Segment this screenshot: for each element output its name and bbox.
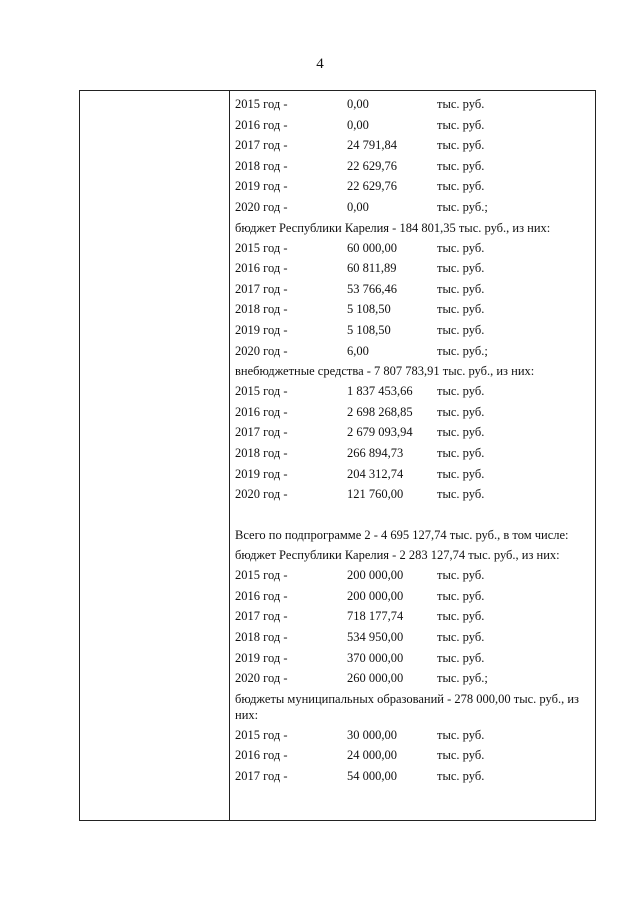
year-row — [235, 258, 590, 279]
year-label: 2017 год - — [235, 769, 288, 784]
amount-value: 0,00 — [347, 199, 369, 214]
unit-label: тыс. руб. — [437, 445, 485, 460]
year-label: 2017 год - — [235, 281, 288, 296]
year-row — [235, 484, 590, 505]
year-row — [235, 725, 590, 746]
unit-label: тыс. руб. — [437, 322, 485, 337]
amount-value: 22 629,76 — [347, 179, 397, 194]
amount-value: 5 108,50 — [347, 302, 391, 317]
unit-label: тыс. руб. — [437, 425, 485, 440]
amount-value: 30 000,00 — [347, 727, 397, 742]
year-row — [235, 766, 590, 787]
unit-label: тыс. руб. — [437, 97, 485, 111]
year-label: 2019 год - — [235, 650, 288, 665]
year-label: 2016 год - — [235, 404, 288, 419]
unit-label: тыс. руб.; — [437, 199, 488, 214]
year-label: 2019 год - — [235, 466, 288, 481]
unit-label: тыс. руб. — [437, 650, 485, 665]
amount-value: 24 000,00 — [347, 748, 397, 763]
year-row — [235, 135, 590, 156]
year-label: 2018 год - — [235, 158, 288, 173]
block-previous-source — [235, 94, 590, 218]
amount-value: 54 000,00 — [347, 769, 397, 784]
unit-label: тыс. руб. — [437, 727, 485, 742]
unit-label: тыс. руб. — [437, 748, 485, 763]
amount-value: 22 629,76 — [347, 158, 397, 173]
year-label: 2016 год - — [235, 261, 288, 276]
amount-value: 0,00 — [347, 117, 369, 132]
year-row — [235, 94, 590, 115]
year-label: 2020 год - — [235, 343, 288, 358]
year-row — [235, 279, 590, 300]
year-row — [235, 176, 590, 197]
year-label: 2017 год - — [235, 609, 288, 624]
year-label: 2017 год - — [235, 138, 288, 153]
spacer — [235, 505, 590, 526]
amount-value: 0,00 — [347, 97, 369, 111]
amount-value: 200 000,00 — [347, 588, 404, 603]
year-label: 2018 год - — [235, 630, 288, 645]
year-label: 2019 год - — [235, 179, 288, 194]
year-label: 2016 год - — [235, 748, 288, 763]
unit-label: тыс. руб. — [437, 302, 485, 317]
year-row — [235, 443, 590, 464]
heading-republic-budget-2: бюджет Республики Карелия - 2 283 127,74 тыс. руб., из них: — [235, 548, 560, 563]
amount-value: 200 000,00 — [347, 568, 404, 583]
amount-value: 5 108,50 — [347, 322, 391, 337]
year-label: 2020 год - — [235, 671, 288, 686]
year-row — [235, 341, 590, 362]
year-row — [235, 586, 590, 607]
year-row — [235, 402, 590, 423]
amount-value: 266 894,73 — [347, 445, 404, 460]
page-number: 4 — [316, 56, 324, 72]
block-extrabudget — [235, 381, 590, 505]
unit-label: тыс. руб. — [437, 588, 485, 603]
year-row — [235, 606, 590, 627]
block-republic-budget — [235, 238, 590, 362]
heading-extrabudget: внебюджетные средства - 7 807 783,91 тыс. руб., из них: — [235, 364, 535, 379]
amount-value: 370 000,00 — [347, 650, 404, 665]
financing-table — [79, 90, 596, 821]
amount-value: 24 791,84 — [347, 138, 397, 153]
amount-value: 534 950,00 — [347, 630, 404, 645]
amount-value: 53 766,46 — [347, 281, 397, 296]
block-republic-budget-2 — [235, 565, 590, 689]
unit-label: тыс. руб. — [437, 240, 485, 255]
year-row — [235, 627, 590, 648]
year-label: 2016 год - — [235, 117, 288, 132]
block-municipal-budgets — [235, 725, 590, 787]
unit-label: тыс. руб. — [437, 630, 485, 645]
unit-label: тыс. руб. — [437, 466, 485, 481]
unit-label: тыс. руб. — [437, 138, 485, 153]
unit-label: тыс. руб.; — [437, 671, 488, 686]
unit-label: тыс. руб. — [437, 568, 485, 583]
year-label: 2018 год - — [235, 302, 288, 317]
unit-label: тыс. руб. — [437, 281, 485, 296]
year-row — [235, 115, 590, 136]
unit-label: тыс. руб. — [437, 158, 485, 173]
unit-label: тыс. руб. — [437, 179, 485, 194]
amount-value: 718 177,74 — [347, 609, 404, 624]
year-row — [235, 648, 590, 669]
year-label: 2017 год - — [235, 425, 288, 440]
amount-value: 60 811,89 — [347, 261, 397, 276]
column-divider — [229, 91, 230, 820]
amount-value: 2 679 093,94 — [347, 425, 413, 440]
heading-municipal-budgets: бюджеты муниципальных образований - 278 000,00 тыс. руб., из них: — [235, 691, 579, 722]
unit-label: тыс. руб. — [437, 769, 485, 784]
year-label: 2015 год - — [235, 727, 288, 742]
amount-value: 1 837 453,66 — [347, 384, 413, 399]
unit-label: тыс. руб. — [437, 404, 485, 419]
year-row — [235, 299, 590, 320]
year-label: 2016 год - — [235, 588, 288, 603]
financing-cell — [235, 94, 590, 787]
amount-value: 260 000,00 — [347, 671, 404, 686]
year-label: 2019 год - — [235, 322, 288, 337]
unit-label: тыс. руб. — [437, 384, 485, 399]
year-row — [235, 422, 590, 443]
amount-value: 204 312,74 — [347, 466, 404, 481]
year-row — [235, 238, 590, 259]
unit-label: тыс. руб. — [437, 609, 485, 624]
amount-value: 60 000,00 — [347, 240, 397, 255]
year-row — [235, 156, 590, 177]
amount-value: 6,00 — [347, 343, 369, 358]
year-row — [235, 464, 590, 485]
year-row — [235, 320, 590, 341]
unit-label: тыс. руб. — [437, 487, 485, 502]
year-row — [235, 745, 590, 766]
unit-label: тыс. руб. — [437, 261, 485, 276]
year-label: 2015 год - — [235, 240, 288, 255]
year-label: 2018 год - — [235, 445, 288, 460]
heading-subprogram-2: Всего по подпрограмме 2 - 4 695 127,74 тыс. руб., в том числе: — [235, 528, 569, 543]
year-row — [235, 381, 590, 402]
year-label: 2015 год - — [235, 568, 288, 583]
year-label: 2015 год - — [235, 97, 288, 111]
year-label: 2020 год - — [235, 199, 288, 214]
year-row — [235, 668, 590, 689]
year-label: 2020 год - — [235, 487, 288, 502]
unit-label: тыс. руб.; — [437, 343, 488, 358]
year-label: 2015 год - — [235, 384, 288, 399]
amount-value: 121 760,00 — [347, 487, 404, 502]
amount-value: 2 698 268,85 — [347, 404, 413, 419]
year-row — [235, 565, 590, 586]
year-row — [235, 197, 590, 218]
unit-label: тыс. руб. — [437, 117, 485, 132]
heading-republic-budget: бюджет Республики Карелия - 184 801,35 тыс. руб., из них: — [235, 220, 551, 235]
